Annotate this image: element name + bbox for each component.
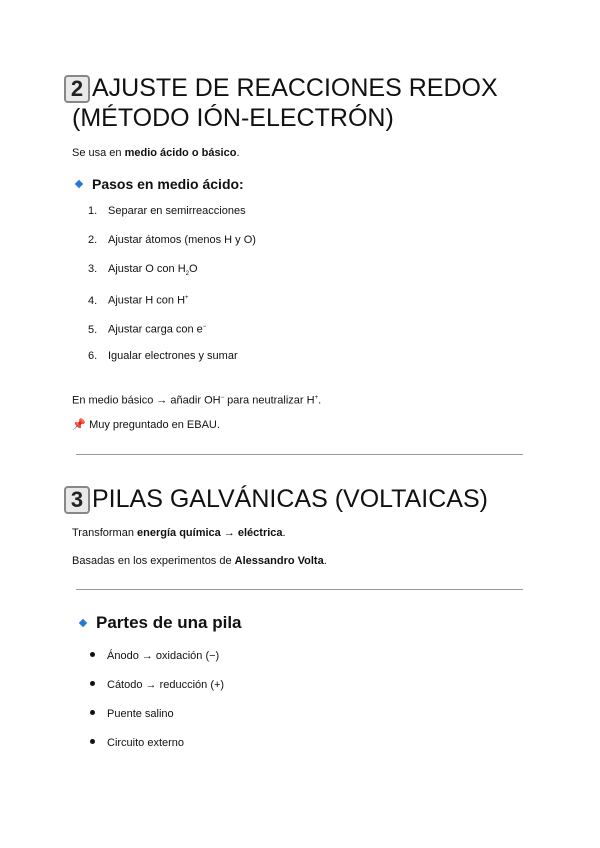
list-text: Ajustar O con H <box>108 263 186 275</box>
intro-bold: medio ácido o básico <box>124 147 237 159</box>
section-2-intro <box>72 146 240 160</box>
divider <box>76 589 523 590</box>
bullet-icon <box>90 681 95 686</box>
basic-text-end: . <box>318 394 322 407</box>
list-text-end: O <box>188 263 198 275</box>
bullet-icon <box>90 739 95 744</box>
subscript: 2 <box>185 271 189 278</box>
list-text: Ajustar H con H <box>108 294 186 307</box>
section-number-badge: 2 <box>64 75 90 103</box>
section-2-title-line2: (MÉTODO IÓN-ELECTRÓN) <box>72 104 394 132</box>
list-item <box>90 707 174 721</box>
superscript: + <box>185 295 189 301</box>
list-item <box>88 204 246 218</box>
superscript: − <box>202 324 207 330</box>
list-item <box>90 649 219 663</box>
list-number: 1. <box>88 205 98 217</box>
list-text: Igualar electrones y sumar <box>108 350 238 362</box>
section-3-line2 <box>72 554 327 568</box>
bullet-icon <box>90 710 95 715</box>
list-item <box>90 736 184 750</box>
divider <box>76 454 523 455</box>
basic-medium-note <box>72 391 321 408</box>
list-text: Separar en semirreacciones <box>108 205 246 217</box>
ebau-note <box>72 418 220 432</box>
list-item <box>88 262 198 281</box>
line2-suffix: . <box>323 555 327 567</box>
section-number-badge: 3 <box>64 486 90 514</box>
list-text: Ánodo → oxidación (−) <box>107 650 220 662</box>
list-text: Puente salino <box>107 708 174 720</box>
line2-prefix: Basadas en los experimentos de <box>72 555 235 567</box>
list-text: Cátodo → reducción (+) <box>107 679 225 691</box>
list-item <box>88 320 206 337</box>
basic-text-middle: para neutralizar H <box>224 394 315 407</box>
list-text: Ajustar átomos (menos H y O) <box>108 234 256 246</box>
subheading-battery-parts <box>80 612 242 634</box>
list-item <box>88 233 256 247</box>
list-number: 3. <box>88 263 98 275</box>
subheading-text: Pasos en medio ácido: <box>92 176 244 192</box>
section-3-line1 <box>72 526 286 540</box>
list-number: 5. <box>88 323 98 336</box>
bullet-icon <box>90 652 95 657</box>
list-item <box>88 291 189 308</box>
list-item <box>90 678 224 692</box>
section-3-title <box>64 483 488 515</box>
line1-prefix: Transforman <box>72 527 138 539</box>
list-text: Ajustar carga con e <box>108 323 203 336</box>
line1-bold: energía química → eléctrica <box>137 527 283 539</box>
intro-prefix: Se usa en <box>72 147 125 159</box>
section-3-title-text: PILAS GALVÁNICAS (VOLTAICAS) <box>92 485 488 513</box>
list-item <box>88 349 238 363</box>
ebau-note-text: Muy preguntado en EBAU. <box>89 419 220 431</box>
blue-diamond-icon <box>75 180 83 188</box>
line1-suffix: . <box>282 527 286 539</box>
list-number: 4. <box>88 294 98 307</box>
section-2-title-line1: AJUSTE DE REACCIONES REDOX <box>92 74 498 102</box>
section-2-title <box>64 72 498 104</box>
superscript: + <box>314 395 319 401</box>
list-text: Circuito externo <box>107 737 185 749</box>
blue-diamond-icon <box>79 619 87 627</box>
subheading-acid-steps <box>76 175 244 193</box>
line2-bold: Alessandro Volta <box>234 555 324 567</box>
intro-suffix: . <box>236 147 240 159</box>
subheading-text: Partes de una pila <box>96 613 242 632</box>
list-number: 2. <box>88 234 98 246</box>
basic-text: En medio básico → añadir OH <box>72 394 221 407</box>
list-number: 6. <box>88 350 98 362</box>
pushpin-icon: 📌 <box>72 419 86 431</box>
superscript: − <box>220 395 225 401</box>
